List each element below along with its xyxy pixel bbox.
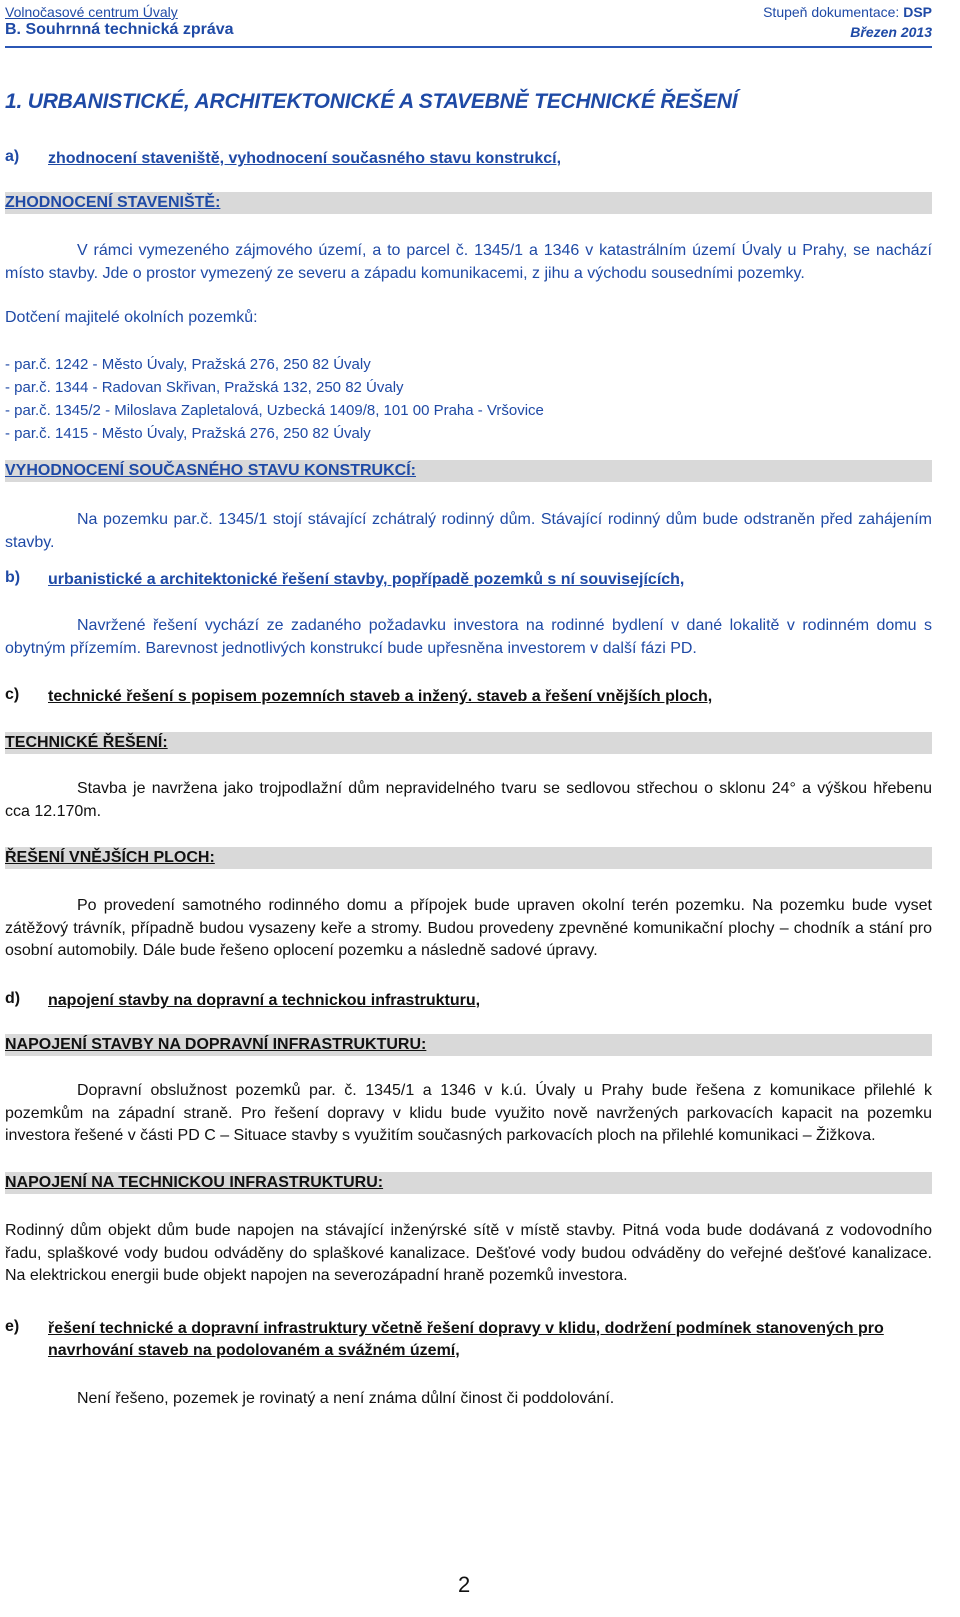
paragraph-site: V rámci vymezeného zájmového území, a to parcel č. 1345/1 a 1346 v katastrálním území Úvaly u Prahy, se nachází místo stavby. Jde o prostor vymezený ze severu a západu komunikacemi, z jihu a východu sousedními pozemky. [5,242,932,282]
paragraph-building: Stavba je navržena jako trojpodlažní dům nepravidelného tvaru se sedlovou střechou o sklonu 24° a výškou hřebenu cca 12.170m. [5,780,932,820]
center-name: Volnočasové centrum Úvaly [5,4,178,20]
paragraph-not-applicable: Není řešeno, pozemek je rovinatý a není známa důlní činost či poddolování. [77,1390,615,1407]
report-date: Březen 2013 [850,24,932,40]
item-d-label: d) [5,990,21,1007]
item-a-text: zhodnocení staveniště, vyhodnocení současného stavu konstrukcí, [48,150,562,167]
heading-zhodnoceni-stavenište: ZHODNOCENÍ STAVENIŠTĚ: [5,192,932,214]
item-e-text: řešení technické a dopravní infrastruktury včetně řešení dopravy v klidu, dodržení podmínek stanovených pro navrhování staveb na podolovaném a svážném území, [48,1320,884,1359]
heading-vyhodnoceni: VYHODNOCENÍ SOUČASNÉHO STAVU KONSTRUKCÍ: [5,460,932,482]
header-divider [5,46,932,48]
doc-level-value: DSP [903,4,932,20]
paragraph-transport: Dopravní obslužnost pozemků par. č. 1345/1 a 1346 v k.ú. Úvaly u Prahy bude řešena z komunikace přilehlé k pozemkům na západní straně. Pro řešení dopravy v klidu bude využito nově navržených parkovacích kapacit na pozemku investora řešené v části PD C – Situace stavby s využitím současných parkovacích ploch na přilehlé komunikaci – Žižkova. [5,1082,932,1144]
owner-item: - par.č. 1345/2 - Miloslava Zapletalová, Uzbecká 1409/8, 101 00 Praha - Vršovice [5,402,544,419]
item-a-label: a) [5,148,20,165]
item-c-label: c) [5,686,20,703]
page-header-top [5,4,932,22]
doc-level [763,4,932,20]
owner-item: - par.č. 1344 - Radovan Skřivan, Pražská 132, 250 82 Úvaly [5,379,404,396]
paragraph-design: Navržené řešení vychází ze zadaného požadavku investora na rodinné bydlení v dané lokalitě v rodinném domu s obytným přízemím. Barevnost jednotlivých konstrukcí bude upřesněna investorem v další fázi PD. [5,617,932,657]
heading-technicke-reseni: TECHNICKÉ ŘEŠENÍ: [5,732,932,754]
owner-item: - par.č. 1242 - Město Úvaly, Pražská 276, 250 82 Úvaly [5,356,371,373]
heading-dopravni-infrastruktura: NAPOJENÍ STAVBY NA DOPRAVNÍ INFRASTRUKTURU: [5,1034,932,1056]
page-header-bottom [5,21,932,43]
owners-title: Dotčení majitelé okolních pozemků: [5,309,258,326]
item-b-text: urbanistické a architektonické řešení stavby, popřípadě pozemků s ní souvisejících, [48,571,685,588]
paragraph-existing-house: Na pozemku par.č. 1345/1 stojí stávající zchátralý rodinný dům. Stávající rodinný dům bude odstraněn před zahájením stavby. [5,511,932,551]
item-b-label: b) [5,569,21,586]
paragraph-outdoor: Po provedení samotného rodinného domu a přípojek bude upraven okolní terén pozemku. Na pozemku bude vyset zátěžový trávník, případně budou vysazeny keře a stromy. Budou provedeny zpevněné komunikační plochy – chodník a stání pro osobní automobily. Dále bude řešeno oplocení pozemku a následně sadové úpravy. [5,897,932,959]
item-c-text: technické řešení s popisem pozemních staveb a inžený. staveb a řešení vnějších ploch, [48,688,713,705]
owner-item: - par.č. 1415 - Město Úvaly, Pražská 276, 250 82 Úvaly [5,425,371,442]
paragraph-utilities: Rodinný dům objekt dům bude napojen na stávající inženýrské sítě v místě stavby. Pitná voda bude dodávaná z vodovodního řadu, splaškové vody budou odváděny do splaškové kanalizace. Dešťové vody budou odváděny do veřejné dešťové kanalizace. Na elektrickou energii bude objekt napojen na severozápadní hraně pozemků investora. [5,1222,932,1284]
doc-level-label: Stupeň dokumentace: [763,4,900,20]
section-title: 1. URBANISTICKÉ, ARCHITEKTONICKÉ A STAVEBNĚ TECHNICKÉ ŘEŠENÍ [5,90,738,113]
item-e-label: e) [5,1318,20,1335]
report-title: B. Souhrnná technická zpráva [5,21,234,38]
item-d-text: napojení stavby na dopravní a technickou infrastrukturu, [48,992,481,1009]
heading-reseni-vnejsich-ploch: ŘEŠENÍ VNĚJŠÍCH PLOCH: [5,847,932,869]
heading-technicka-infrastruktura: NAPOJENÍ NA TECHNICKOU INFRASTRUKTURU: [5,1172,932,1194]
page-number: 2 [458,1572,471,1597]
